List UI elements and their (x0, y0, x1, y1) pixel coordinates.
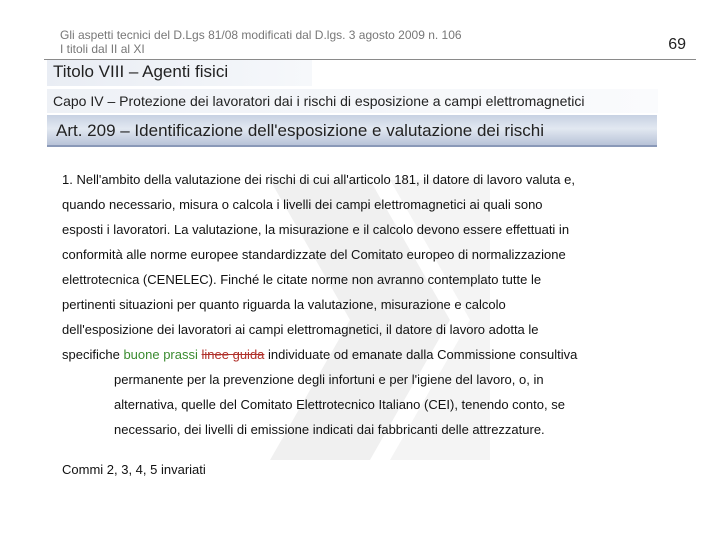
note-line: Commi 2, 3, 4, 5 invariati (62, 462, 206, 477)
body-line: alternativa, quelle del Comitato Elettrotecnico Italiano (CEI), tenendo conto, se (114, 397, 565, 412)
body-line: esposti i lavoratori. La valutazione, la misurazione e il calcolo devono essere effettuati in (62, 222, 570, 237)
inserted-text: buone prassi (123, 347, 198, 362)
body-line: permanente per la prevenzione degli infortuni e per l'igiene del lavoro, o, in (114, 372, 544, 387)
article-heading: Art. 209 – Identificazione dell'esposizione e valutazione dei rischi (56, 121, 545, 140)
body-line: quando necessario, misura o calcola i livelli dei campi elettromagnetici ai quali sono (62, 197, 543, 212)
chapter-heading: Capo IV – Protezione dei lavoratori dai i rischi di esposizione a campi elettromagnetici (53, 93, 585, 109)
body-line: dell'esposizione dei lavoratori ai campi elettromagnetici, il datore di lavoro adotta le (62, 322, 539, 337)
deleted-text: linee guida (201, 347, 265, 362)
body-text-fragment: individuate od emanate dalla Commissione consultiva (268, 347, 578, 362)
body-line: necessario, dei livelli di emissione indicati dai fabbricanti delle attrezzature. (114, 422, 545, 437)
body-line: elettrotecnica (CENELEC). Finché le citate norme non avranno contemplato tutte le (62, 272, 542, 287)
document-header (60, 28, 660, 56)
header-line-2: I titoli dal II al XI (60, 42, 145, 56)
page-number: 69 (668, 36, 686, 53)
body-line: conformità alle norme europee standardizzate del Comitato europeo di normalizzazione (62, 247, 566, 262)
section-title: Titolo VIII – Agenti fisici (53, 62, 229, 81)
body-text-fragment: specifiche (62, 347, 120, 362)
header-line-1: Gli aspetti tecnici del D.Lgs 81/08 modificati dal D.lgs. 3 agosto 2009 n. 106 (60, 28, 462, 42)
body-line: pertinenti situazioni per quanto riguarda la valutazione, misurazione e calcolo (62, 297, 506, 312)
body-line-amended (62, 347, 577, 362)
body-line: 1. Nell'ambito della valutazione dei rischi di cui all'articolo 181, il datore di lavoro valuta e, (62, 172, 575, 187)
